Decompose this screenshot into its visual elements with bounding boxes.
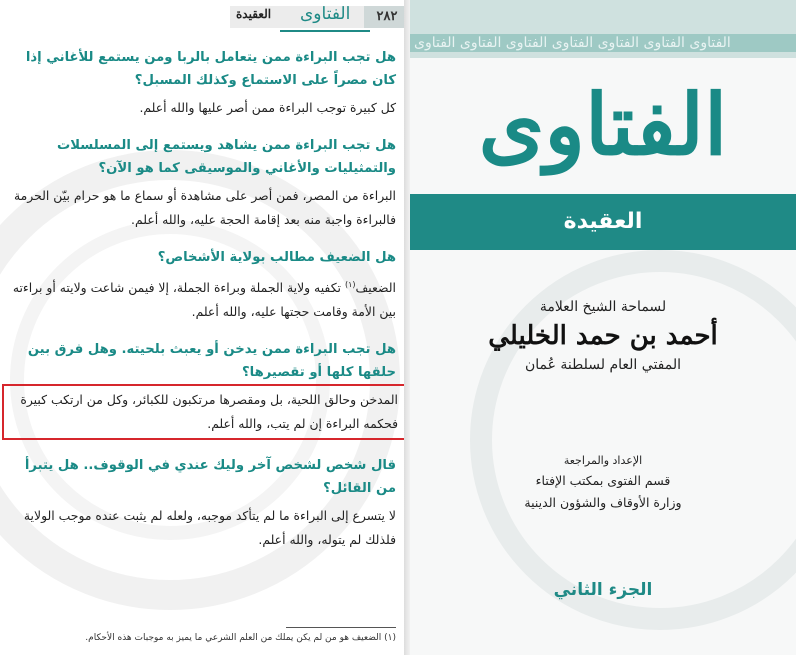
- qa-item: [12, 246, 396, 324]
- question: هل تجب البراءة ممن يشاهد ويستمع إلى المسلسلات والتمثيليات والأغاني والموسيقى كما هو الآن؟: [57, 138, 396, 176]
- answer: كل كبيرة توجب البراءة ممن أصر عليها والله أعلم.: [139, 100, 396, 115]
- question: هل تجب البراءة ممن يتعامل بالربا ومن يستمع للأغاني إذا كان مصراً على الاستماع وكذلك المسبل؟: [25, 50, 396, 88]
- cover-page: [410, 0, 796, 655]
- author-block: [410, 296, 796, 376]
- band-text: الفتاوى الفتاوى الفتاوى الفتاوى الفتاوى الفتاوى الفتاوى: [414, 35, 731, 51]
- running-title: العقيدة: [236, 7, 272, 21]
- footnote: (١) الضعيف هو من لم يكن يملك من العلم الشرعي ما يميز به موجبات هذه الأحكام.: [85, 633, 396, 643]
- answer: البراءة من المصر، فمن أصر على مشاهدة أو سماع ما هو حرام بيّن الحرمة فالبراءة واجبة منه بعد إقامة الحجة عليه، والله أعلم.: [14, 188, 396, 227]
- qa-item: [12, 46, 396, 120]
- answer-lead: الضعيف: [355, 280, 396, 296]
- cover-title: الفتاوى: [478, 75, 728, 174]
- qa-content: [12, 46, 396, 566]
- prep-line-1: قسم الفتوى بمكتب الإفتاء: [535, 473, 671, 488]
- section-title: العقيدة: [563, 209, 643, 234]
- question: قال شخص لشخص آخر وليك عندي في الوقوف.. هل يتبرأ من القائل؟: [24, 458, 396, 497]
- author-title: المفتي العام لسلطنة عُمان: [524, 357, 682, 373]
- qa-item: [12, 134, 396, 232]
- running-logo: الفتاوى: [300, 4, 351, 24]
- prep-line-2: وزارة الأوقاف والشؤون الدينية: [524, 495, 682, 510]
- question: هل تجب البراءة ممن يدخن أو يعبث بلحيته. وهل فرق بين حلقها كلها أو تقصيرها؟: [27, 342, 396, 381]
- highlighted-answer: المدخن وحالق اللحية، بل ومقصرها مرتكبون للكبائر، وكل من ارتكب كبيرة فحكمه البراءة إن لم يتب، والله أعلم.: [2, 384, 406, 440]
- volume-label: الجزء الثاني: [553, 580, 653, 600]
- author-name: أحمد بن حمد الخليلي: [488, 321, 718, 351]
- qa-item: [12, 454, 396, 552]
- author-honorific: لسماحة الشيخ العلامة: [539, 299, 667, 315]
- footnote-marker: (١): [344, 280, 356, 289]
- question: هل الضعيف مطالب بولاية الأشخاص؟: [157, 250, 396, 265]
- page-number: ٢٨٢: [364, 6, 410, 28]
- prep-label: الإعداد والمراجعة: [563, 454, 643, 467]
- answer: [12, 273, 396, 324]
- answer-rest: تكفيه ولاية الجملة وبراءة الجملة، إلا فيمن شاعت ولايته أو براءته بين الأمة وقامت حجتها عليه، والله أعلم.: [12, 280, 396, 320]
- qa-item: [12, 338, 396, 440]
- header-rule: [280, 30, 370, 32]
- answer: لا يتسرع إلى البراءة ما لم يتأكد موجبه، ولعله لم يثبت عنده موجب الولاية فلذلك لم يتوله، والله أعلم.: [23, 508, 396, 548]
- footnote-rule: [286, 627, 396, 628]
- preparation-block: [410, 452, 796, 514]
